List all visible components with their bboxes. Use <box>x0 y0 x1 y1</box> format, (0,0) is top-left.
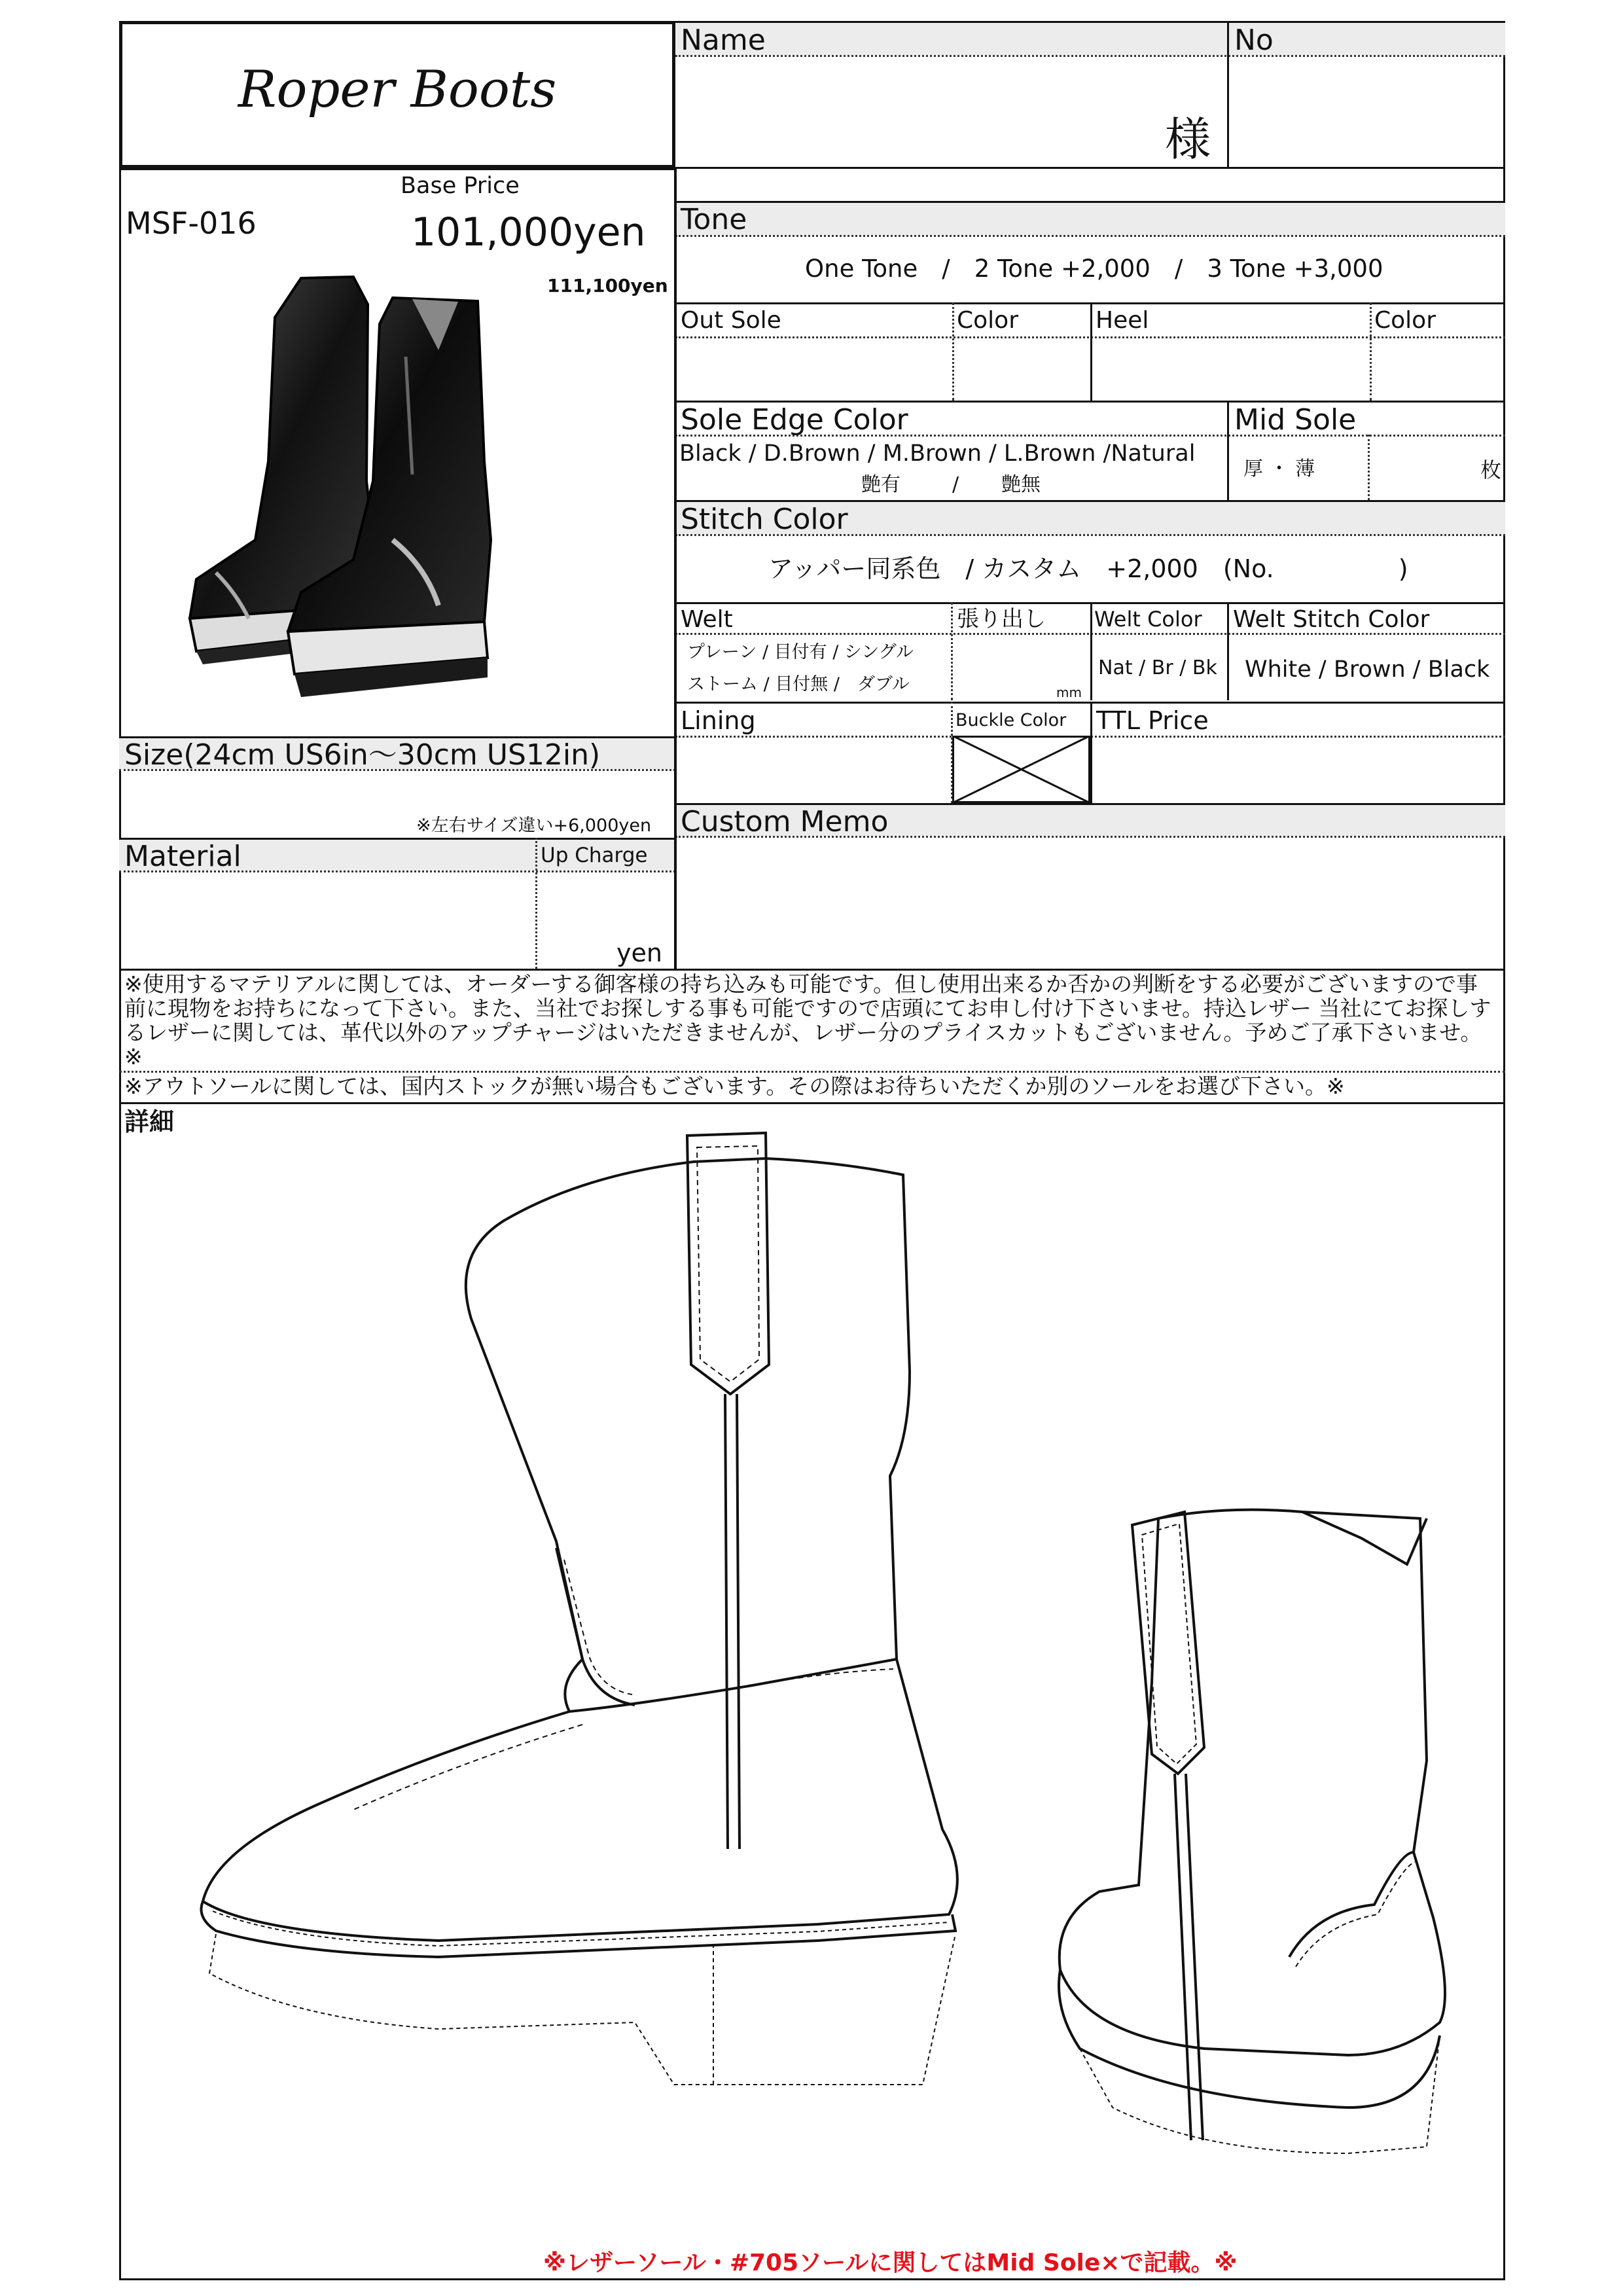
no-label: No <box>1234 24 1274 57</box>
material-label: Material <box>124 840 241 873</box>
mid-sole-label: Mid Sole <box>1234 403 1357 437</box>
up-charge-yen: yen <box>616 939 662 967</box>
mid-sole-unit: 枚 <box>1480 457 1502 482</box>
welt-options-line2[interactable]: ストーム / 目付無 / ダブル <box>687 674 910 694</box>
finish-matte[interactable]: 艶無 <box>1001 473 1041 496</box>
heel-field[interactable] <box>1094 339 1366 399</box>
welt-label: Welt <box>681 606 733 633</box>
out-sole-color-label: Color <box>957 307 1018 334</box>
honorific-sama: 様 <box>1165 113 1211 166</box>
ttl-price-field[interactable] <box>1094 738 1503 801</box>
material-field[interactable] <box>123 874 532 965</box>
heel-label: Heel <box>1096 307 1149 334</box>
custom-memo-field[interactable] <box>678 839 1503 969</box>
boot-photo <box>177 265 517 704</box>
outsole-note: ※アウトソールに関しては、国内ストックが無い場合もございます。その際はお待ちいただくか別のソールをお選び下さい。※ <box>124 1073 1345 1099</box>
out-sole-color-field[interactable] <box>955 339 1086 399</box>
heel-color-field[interactable] <box>1373 339 1503 399</box>
out-sole-field[interactable] <box>678 339 950 399</box>
welt-stitch-color-label: Welt Stitch Color <box>1233 606 1430 633</box>
detail-label: 詳細 <box>124 1107 175 1136</box>
stitch-color-label: Stitch Color <box>681 503 848 536</box>
up-charge-label: Up Charge <box>541 844 648 867</box>
welt-stitch-color-options[interactable]: White / Brown / Black <box>1245 656 1490 683</box>
lining-label: Lining <box>681 706 756 735</box>
no-field[interactable] <box>1232 59 1500 164</box>
haridashi-unit-mm: mm <box>1056 685 1082 700</box>
welt-color-label: Welt Color <box>1094 607 1202 632</box>
detail-footer-note: ※レザーソール・#705ソールに関してはMid Sole×で記載。※ <box>543 2250 1238 2276</box>
out-sole-label: Out Sole <box>681 307 781 334</box>
welt-color-options[interactable]: Nat / Br / Bk <box>1098 656 1217 679</box>
brand-title: Roper Boots <box>238 60 557 119</box>
price-with-tax: 111,100yen <box>547 275 668 296</box>
material-note-line3: るレザーに関しては、革代以外のアップチャージはいただきませんが、レザー分のプライスカットもございません。予めご了承下さいませ。 <box>124 1020 1482 1045</box>
custom-memo-label: Custom Memo <box>681 805 889 838</box>
welt-options-line1[interactable]: プレーン / 目付有 / シングル <box>687 642 914 662</box>
sole-edge-options[interactable]: Black / D.Brown / M.Brown / L.Brown /Natural <box>679 440 1196 467</box>
buckle-color-label: Buckle Color <box>955 710 1067 730</box>
buckle-color-na-cross <box>952 736 1090 803</box>
tone-label: Tone <box>681 203 747 236</box>
material-note-line2: 前に現物をお持ちになって下さい。また、当社でお探しする事も可能ですので店頭にてお申し付け下さいませ。持込レザー 当社にてお探しす <box>124 996 1491 1021</box>
haridashi-label: 張り出し <box>957 606 1046 632</box>
lining-field[interactable] <box>678 738 948 801</box>
tone-options[interactable]: One Tone / 2 Tone +2,000 / 3 Tone +3,000 <box>805 255 1383 283</box>
size-label: Size(24cm US6in～30cm US12in) <box>124 738 601 772</box>
base-price: 101,000yen <box>411 209 646 255</box>
mid-sole-options[interactable]: 厚 ・ 薄 <box>1243 457 1315 480</box>
material-note-line4: ※ <box>124 1044 143 1069</box>
stitch-color-options[interactable]: アッパー同系色 / カスタム +2,000 (No. ) <box>768 554 1408 583</box>
size-mismatch-note: ※左右サイズ違い+6,000yen <box>416 816 652 836</box>
ttl-price-label: TTL Price <box>1096 706 1209 735</box>
heel-color-label: Color <box>1374 307 1436 334</box>
finish-sep: / <box>952 473 959 496</box>
size-field[interactable] <box>123 772 670 812</box>
base-price-label: Base Price <box>401 173 520 199</box>
name-label: Name <box>681 24 766 57</box>
boot-side-view-drawing <box>164 1122 982 2124</box>
sole-edge-label: Sole Edge Color <box>681 403 908 437</box>
material-note-line1: ※使用するマテリアルに関しては、オーダーする御客様の持ち込みも可能です。但し使用出来るか否かの判断をする必要がございますので事 <box>124 971 1478 997</box>
name-field[interactable] <box>681 59 1217 164</box>
model-number: MSF-016 <box>126 206 257 241</box>
boot-rear-view-drawing <box>1008 1486 1479 2166</box>
finish-gloss[interactable]: 艶有 <box>861 473 901 496</box>
